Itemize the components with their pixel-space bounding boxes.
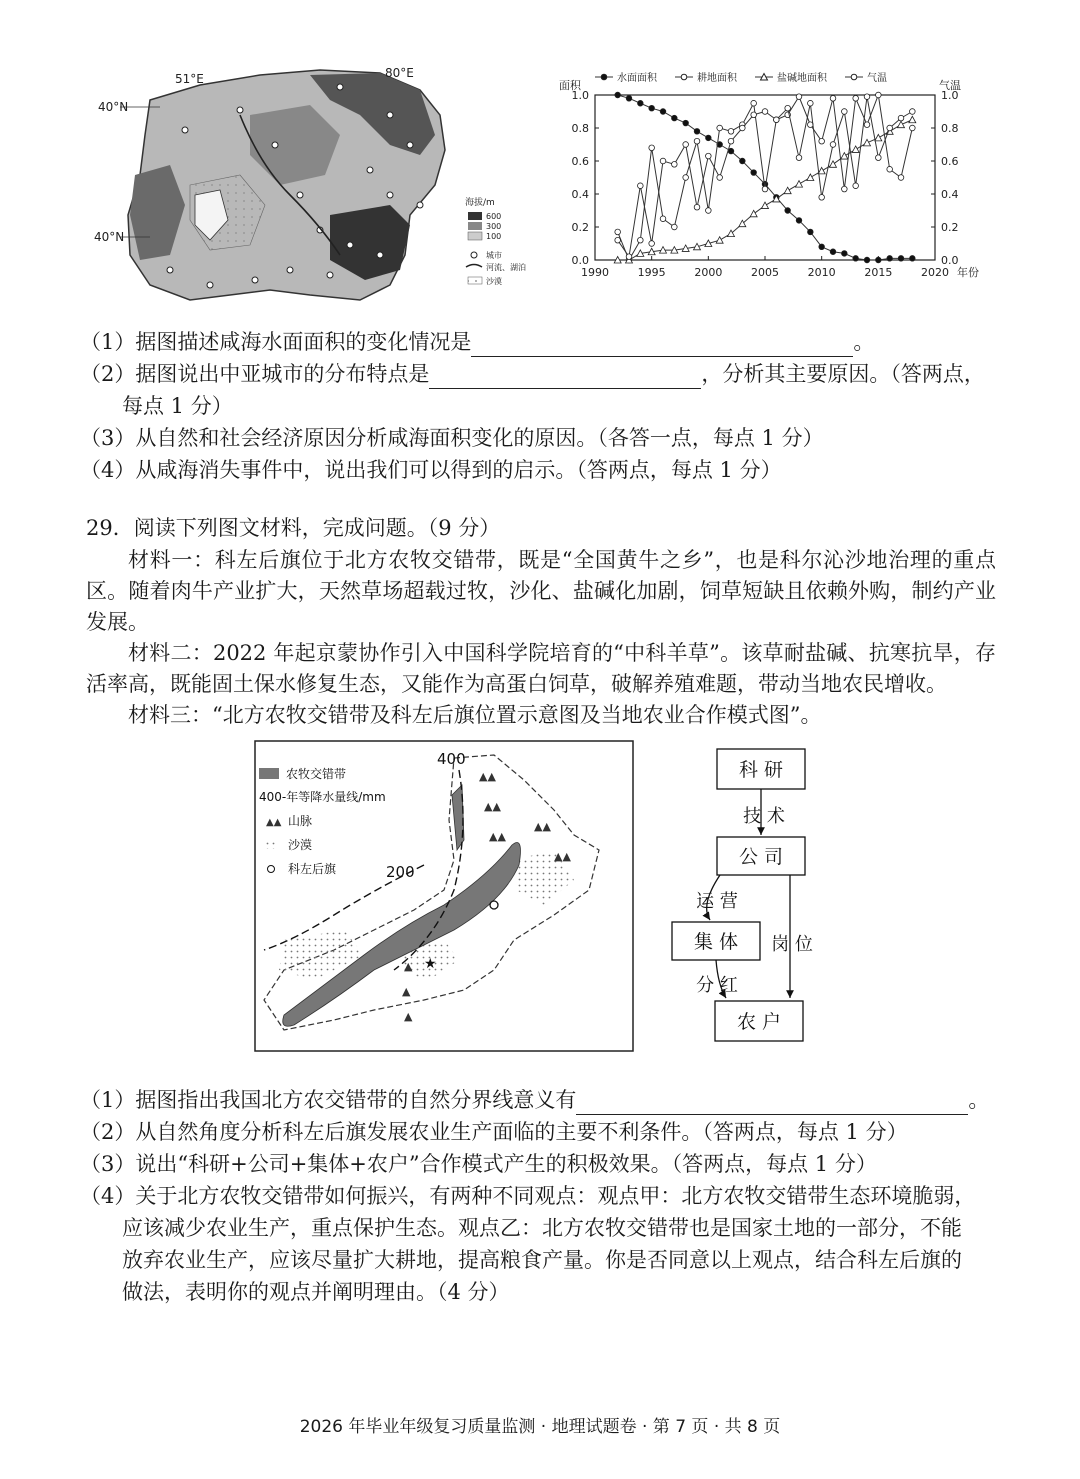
series-point-1 — [796, 94, 802, 100]
series-point-1 — [672, 224, 678, 230]
series-point-1 — [638, 237, 644, 243]
series-point-3 — [876, 155, 882, 161]
lat-label-bottom: 40°N — [94, 230, 125, 244]
y-tick-label-left: 0.6 — [571, 155, 589, 168]
series-point-0 — [694, 129, 700, 135]
series-point-3 — [830, 142, 836, 148]
q28-item-1-blank[interactable] — [471, 332, 853, 357]
series-point-3 — [910, 109, 916, 115]
q28-item-2-text: （2）据图说出中亚城市的分布特点是 — [80, 362, 430, 386]
q29-item-1-text: （1）据图指出我国北方农交错带的自然分界线意义有 — [80, 1088, 577, 1112]
q29-material-3: 材料三：“北方农牧交错带及科左后旗位置示意图及当地农业合作模式图”。 — [128, 703, 822, 727]
series-point-0 — [898, 256, 904, 262]
series-point-3 — [649, 241, 655, 247]
series-point-0 — [830, 249, 836, 255]
series-point-0 — [876, 257, 882, 263]
x-tick-label: 2005 — [751, 266, 779, 279]
map1-legend-100: 100 — [486, 232, 502, 241]
series-point-3 — [728, 138, 734, 144]
series-point-0 — [842, 251, 848, 257]
series-point-3 — [898, 115, 904, 121]
isohyet-label-200: 200 — [386, 863, 415, 881]
legend-marker-3 — [851, 74, 857, 80]
map1-legend-river: 河流、湖泊 — [486, 263, 526, 272]
series-point-0 — [660, 109, 666, 115]
legend-county: 科左后旗 — [288, 862, 337, 876]
series-point-0 — [808, 229, 814, 235]
legend-label-2: 盐碱地面积 — [777, 73, 827, 84]
q29-item-3: （3）说出“科研+公司+集体+农户”合作模式产生的积极效果。（答两点，每点 1 分） — [80, 1152, 877, 1176]
series-point-3 — [808, 100, 814, 106]
series-point-2 — [852, 146, 859, 153]
y-tick-label-right: 0.4 — [941, 188, 959, 201]
q29-item-4-line-4: 做法，表明你的观点并阐明理由。（4 分） — [122, 1280, 510, 1304]
series-point-3 — [774, 117, 780, 123]
q29-item-2: （2）从自然角度分析科左后旗发展农业生产面临的主要不利条件。（答两点，每点 1 分） — [80, 1120, 908, 1144]
q29-material-1: 材料一：科左后旗位于北方农牧交错带，既是“全国黄牛之乡”，也是科尔沁沙地治理的重点区。随着肉牛产业扩大，天然草场超载过牧，沙化、盐碱化加剧，饲草短缺且依赖外购，制约产业发展。 — [86, 548, 996, 634]
series-point-0 — [649, 105, 655, 111]
series-point-1 — [887, 166, 893, 172]
series-point-0 — [796, 218, 802, 224]
series-point-0 — [751, 170, 757, 176]
series-point-3 — [683, 142, 689, 148]
svg-text:▲▲: ▲▲ — [484, 800, 501, 813]
series-point-2 — [784, 187, 791, 194]
series-point-1 — [649, 145, 655, 151]
legend-marker-1 — [681, 74, 687, 80]
series-point-3 — [615, 237, 621, 243]
y-tick-label-right: 0.8 — [941, 122, 959, 135]
map1-legend-city: 城市 — [486, 251, 502, 260]
q29-heading: 29．阅读下列图文材料，完成问题。（9 分） — [86, 516, 501, 540]
series-point-3 — [785, 105, 791, 111]
series-point-1 — [706, 208, 712, 214]
series-point-1 — [751, 100, 757, 106]
central-asia-map — [90, 55, 526, 315]
q29-material-2: 材料二：2022 年起京蒙协作引入中国科学院培育的“中科羊草”。该草耐盐碱、抗寒抗旱，存活率高，既能固土保水修复生态，又能作为高蛋白饲草，破解养殖难题，带动当地农民增收。 — [86, 641, 996, 696]
box-farmer-label: 农 户 — [736, 1011, 782, 1033]
series-line-1 — [618, 95, 913, 260]
series-point-2 — [841, 153, 848, 160]
series-point-0 — [706, 135, 712, 141]
x-tick-label: 1990 — [581, 266, 609, 279]
legend-label-0: 水面面积 — [617, 73, 657, 84]
y-tick-label-left: 0.2 — [571, 221, 589, 234]
series-point-3 — [887, 125, 893, 131]
series-point-3 — [842, 109, 848, 115]
q28-item-1-text: （1）据图描述咸海水面面积的变化情况是 — [80, 330, 472, 354]
svg-text:▲▲: ▲▲ — [479, 770, 496, 783]
series-point-2 — [762, 202, 769, 209]
series-point-1 — [717, 125, 723, 131]
q29-item-4-line-1: （4）关于北方农牧交错带如何振兴，有两种不同观点：观点甲：北方农牧交错带生态环境脆弱， — [80, 1184, 976, 1208]
cooperation-flow-diagram — [660, 740, 830, 1050]
box-collective-label: 集 体 — [693, 931, 739, 953]
series-point-1 — [898, 175, 904, 181]
series-point-3 — [626, 254, 632, 260]
series-point-2 — [750, 210, 757, 217]
series-point-2 — [796, 181, 803, 188]
q28-item-2-blank[interactable] — [429, 364, 701, 389]
legend-isohyet: 400-年等降水量线/mm — [259, 790, 386, 804]
svg-text:▲▲: ▲▲ — [489, 830, 506, 843]
lon-label-left: 51°E — [175, 72, 204, 86]
svg-text:▲: ▲ — [404, 1010, 413, 1023]
series-point-2 — [909, 116, 916, 123]
box-company-label: 公 司 — [738, 846, 784, 868]
svg-text:▲▲: ▲▲ — [266, 817, 282, 828]
x-tick-label: 2010 — [807, 266, 836, 279]
q28-item-1 — [80, 327, 874, 357]
q28-item-4: （4）从咸海消失事件中，说出我们可以得到的启示。（答两点，每点 1 分） — [80, 458, 782, 482]
series-point-3 — [796, 155, 802, 161]
series-point-1 — [910, 125, 916, 131]
series-point-3 — [717, 175, 723, 181]
series-point-0 — [638, 100, 644, 106]
series-point-1 — [842, 186, 848, 192]
series-point-1 — [615, 229, 621, 235]
label-dividend: 分 红 — [696, 975, 738, 996]
series-point-3 — [751, 112, 757, 118]
series-point-1 — [762, 186, 768, 192]
series-point-0 — [626, 96, 632, 102]
label-tech: 技 术 — [743, 806, 785, 827]
q29-item-4-line-3: 放弃农业生产，应该尽量扩大耕地，提高粮食产量。你是否同意以上观点，结合科左后旗的 — [122, 1248, 962, 1272]
svg-text:▲▲: ▲▲ — [554, 850, 571, 863]
y-tick-label-right: 0.6 — [941, 155, 959, 168]
lat-label-top: 40°N — [98, 100, 129, 114]
series-point-2 — [898, 121, 905, 128]
series-point-0 — [864, 257, 870, 263]
map1-legend — [465, 196, 526, 286]
series-point-0 — [887, 256, 893, 262]
series-point-2 — [864, 139, 871, 146]
legend-label-3: 气温 — [867, 73, 887, 84]
y-tick-label-left: 0.8 — [571, 122, 589, 135]
x-axis-label: 年份 — [957, 266, 979, 279]
series-point-3 — [853, 183, 859, 189]
q28-item-1-end: 。 — [853, 330, 875, 354]
series-point-0 — [615, 92, 621, 98]
star-marker: ★ — [424, 956, 437, 972]
series-point-2 — [830, 161, 837, 168]
series-point-1 — [694, 138, 700, 144]
y-tick-label-left: 0.0 — [571, 254, 589, 267]
y-tick-label-left: 0.4 — [571, 188, 589, 201]
q29-item-4-line-2: 应该减少农业生产，重点保护生态。观点乙：北方农牧交错带也是国家土地的一部分，不能 — [122, 1216, 962, 1240]
series-point-1 — [864, 122, 870, 128]
county-marker — [490, 901, 498, 909]
y-tick-label-right: 0.0 — [941, 254, 959, 267]
series-point-0 — [672, 115, 678, 121]
q28-item-2-cont: 每点 1 分） — [122, 394, 233, 418]
series-point-1 — [830, 96, 836, 102]
y-axis-label-left: 面积 — [559, 79, 581, 92]
q29-item-1-blank[interactable] — [576, 1090, 968, 1115]
map1-legend-300: 300 — [486, 222, 502, 231]
series-point-3 — [638, 183, 644, 189]
series-point-2 — [716, 237, 723, 244]
box-research-label: 科 研 — [738, 759, 784, 781]
series-point-2 — [807, 174, 814, 181]
series-point-3 — [660, 158, 666, 164]
series-point-3 — [864, 94, 870, 100]
y-tick-label-right: 0.2 — [941, 221, 959, 234]
q28-item-2-mid: ，分析其主要原因。（答两点， — [701, 362, 985, 386]
label-operate: 运 营 — [696, 891, 738, 912]
label-post: 岗 位 — [771, 934, 813, 955]
map1-legend-title: 海拔/m — [465, 198, 495, 208]
legend-desert: 沙漠 — [288, 838, 313, 852]
series-point-3 — [762, 109, 768, 115]
series-point-0 — [910, 256, 916, 262]
q29-item-1-end: 。 — [968, 1088, 990, 1112]
legend-marker-0 — [601, 74, 607, 80]
series-point-1 — [819, 138, 825, 144]
series-point-3 — [740, 125, 746, 131]
page-footer: 2026 年毕业年级复习质量监测 · 地理试题卷 · 第 7 页 · 共 8 页 — [299, 1417, 781, 1437]
series-point-1 — [853, 96, 859, 102]
aral-sea-line-chart — [555, 65, 995, 295]
legend-mountain: 山脉 — [288, 814, 313, 828]
y-tick-label-left: 1.0 — [571, 89, 589, 102]
y-axis-label-right: 气温 — [939, 79, 961, 92]
y-tick-label-right: 1.0 — [941, 89, 959, 102]
map1-legend-desert: 沙漠 — [486, 277, 502, 286]
ecotone-map — [254, 740, 634, 1052]
isohyet-label-400: 400 — [437, 750, 466, 768]
series-point-1 — [728, 129, 734, 135]
series-point-0 — [683, 120, 689, 126]
series-point-3 — [672, 162, 678, 168]
legend-label-1: 耕地面积 — [697, 73, 737, 84]
series-point-3 — [694, 204, 700, 210]
series-point-1 — [660, 216, 666, 222]
series-point-0 — [740, 158, 746, 164]
legend-belt: 农牧交错带 — [286, 767, 347, 781]
q28-item-3: （3）从自然和社会经济原因分析咸海面积变化的原因。（各答一点，每点 1 分） — [80, 426, 824, 450]
svg-text:▲: ▲ — [402, 985, 411, 998]
x-tick-label: 2020 — [921, 266, 949, 279]
chart-frame — [595, 95, 935, 260]
series-point-0 — [785, 208, 791, 214]
series-line-0 — [618, 95, 913, 260]
lon-label-right: 80°E — [385, 66, 414, 80]
series-point-0 — [853, 256, 859, 262]
x-tick-label: 2000 — [694, 266, 723, 279]
series-point-3 — [819, 195, 825, 201]
q28-item-2 — [80, 359, 985, 389]
series-point-0 — [819, 244, 825, 250]
series-point-1 — [876, 92, 882, 98]
x-tick-label: 1995 — [637, 266, 666, 279]
series-point-1 — [683, 175, 689, 181]
map1-legend-600: 600 — [486, 212, 502, 221]
series-point-3 — [706, 153, 712, 159]
series-point-2 — [875, 134, 882, 141]
svg-text:▲▲: ▲▲ — [534, 820, 551, 833]
svg-text:▲: ▲ — [404, 960, 413, 973]
x-tick-label: 2015 — [864, 266, 893, 279]
q29-item-1 — [80, 1085, 989, 1115]
